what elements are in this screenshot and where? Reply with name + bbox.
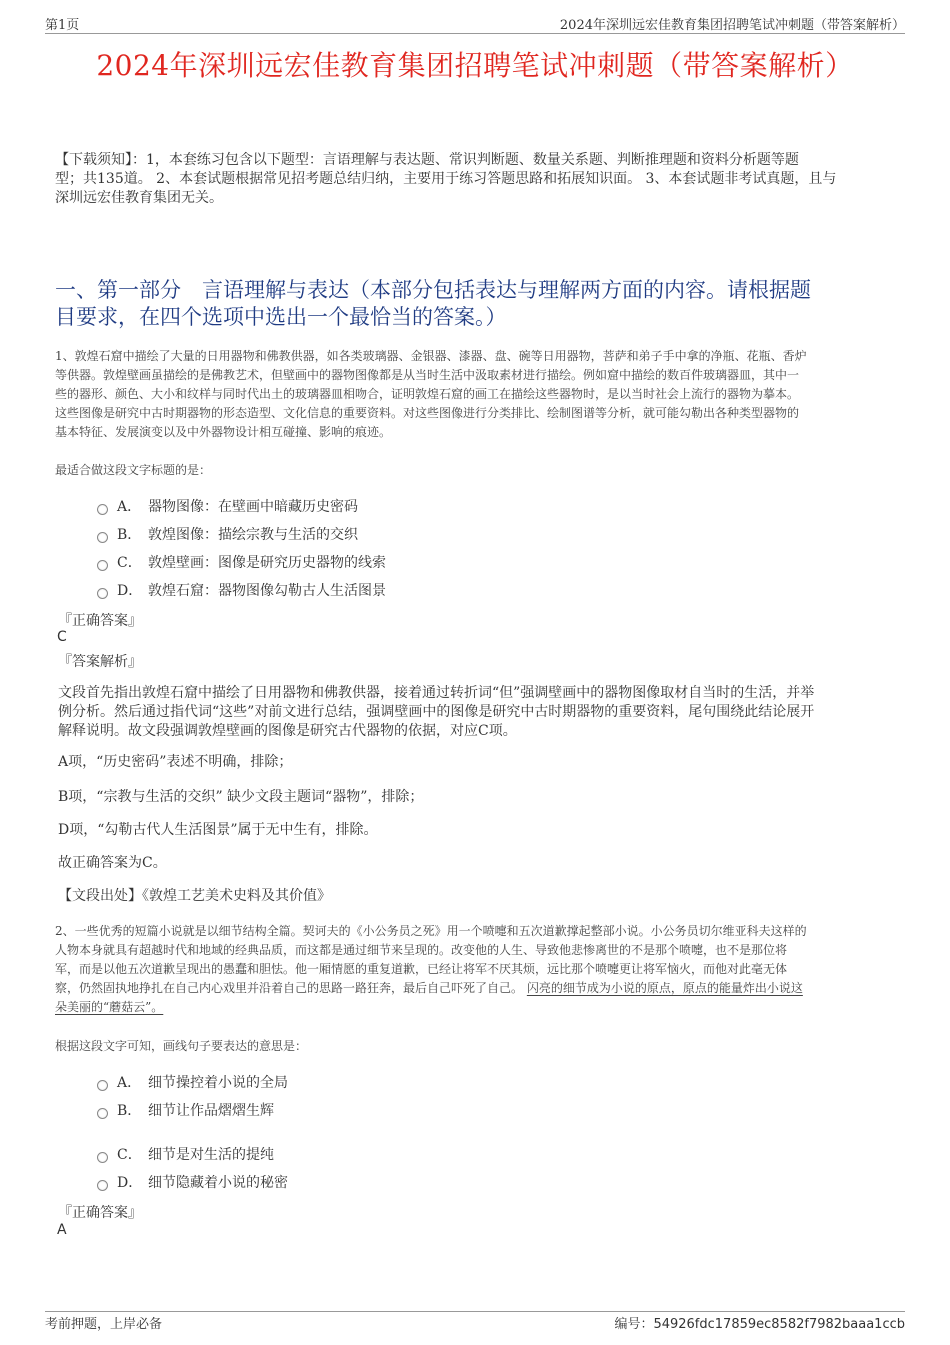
analysis-a: A项，“历史密码”表述不明确，排除； — [58, 754, 293, 770]
radio-icon[interactable] — [97, 532, 108, 543]
notice-line: 【下载须知】：1，本套练习包含以下题型：言语理解与表达题、常识判断题、数量关系题、判断推理题和资料分析题等题 — [55, 152, 799, 168]
passage-source: 【文段出处】《敦煌工艺美术史料及其价值》 — [58, 888, 331, 904]
page-title: 2024年深圳远宏佳教育集团招聘笔试冲刺题（带答案解析） — [96, 49, 854, 82]
q1-option-d[interactable]: D． 敦煌石窟：器物图像勾勒古人生活图景 — [97, 580, 386, 600]
q1-option-a[interactable]: A． 器物图像：在壁画中暗藏历史密码 — [97, 496, 358, 516]
question-1-stem: 1、敦煌石窟中描绘了大量的日用器物和佛教供器，如各类玻璃器、金银器、漆器、盘、碗等日用器物，菩萨和弟子手中拿的净瓶、花瓶、香炉 等供器。敦煌壁画虽描绘的是佛教艺术，但壁画中的器物图像都是从当时生活中汲取素材进行描绘。例如窟中描绘的数百件玻璃器皿，其中一 些的器形、颜色、大小和纹样与同时代出土的玻璃器皿相吻合，证明敦煌石窟的画工在描绘这些器物时，是以当时社会上流行的器物为摹本。 这些图像是研究中古时期器物的形态造型、文化信息的重要资料。对这些图像进行分类排比、绘制图谱等分析，就可能勾勒出各种类型器物的 基本特征、发展演变以及中外器物设计相互碰撞、影响的痕迹。 — [55, 349, 807, 439]
correct-answer: C — [57, 629, 67, 645]
download-notice — [55, 151, 905, 208]
analysis-b: B项，“宗教与生活的交织” 缺少文段主题词“器物”，排除； — [58, 789, 424, 805]
footer-divider — [45, 1311, 905, 1312]
radio-icon[interactable] — [97, 1152, 108, 1163]
q1-option-c[interactable]: C． 敦煌壁画：图像是研究历史器物的线索 — [97, 552, 386, 572]
q2-option-d[interactable]: D． 细节隐藏着小说的秘密 — [97, 1172, 288, 1192]
footer-slogan: 考前押题，上岸必备 — [45, 1317, 163, 1332]
analysis-d: D项，“勾勒古代人生活图景”属于无中生有，排除。 — [58, 822, 378, 838]
analysis-label: 『答案解析』 — [58, 654, 142, 670]
q2-option-c[interactable]: C． 细节是对生活的提纯 — [97, 1144, 274, 1164]
notice-line: 深圳远宏佳教育集团无关。 — [55, 190, 223, 206]
radio-icon[interactable] — [97, 560, 108, 571]
radio-icon[interactable] — [97, 1080, 108, 1091]
question-1-prompt: 最适合做这段文字标题的是： — [55, 463, 212, 477]
q1-option-b[interactable]: B． 敦煌图像：描绘宗教与生活的交织 — [97, 524, 358, 544]
header-divider — [45, 33, 905, 34]
question-2-stem: 2、一些优秀的短篇小说就是以细节结构全篇。契诃夫的《小公务员之死》用一个喷嚏和五次道歉撑起整部小说。小公务员切尔维亚科夫这样的 人物本身就具有超越时代和地域的经典品质，而这都是通过细节来呈现的。改变他的人生、导致他悲惨离世的不是那个喷嚏，也不是那位将 军，而是以他五次道歉呈现出的愚蠢和胆怯。他一厢情愿的重复道歉，已经让将军不厌其烦，远比那个喷嚏更让将军恼火，而他对此毫无体 察，仍然固执地挣扎在自己内心戏里并沿着自己的思路一路狂奔，最后自己吓死了自己。 闪亮的细节成为小说的原点，原点的能量炸出小说这 朵美丽的“蘑菇云”。 — [55, 924, 807, 1014]
analysis-text: 文段首先指出敦煌石窟中描绘了日用器物和佛教供器，接着通过转折词“但”强调壁画中的器物图像取材自当时的生活，并举 例分析。然后通过指代词“这些”对前文进行总结，强调壁画中的图像是研究中古时期器物的重要资料，尾句围绕此结论展开 解释说明。故文段强调敦煌壁画的图像是研究古代器物的依据，对应C项。 — [58, 685, 815, 739]
correct-answer-label: 『正确答案』 — [58, 1205, 142, 1221]
analysis-conclusion: 故正确答案为C。 — [58, 855, 167, 871]
header-doc-title: 2024年深圳远宏佳教育集团招聘笔试冲刺题（带答案解析） — [559, 18, 905, 33]
section-heading: 一、第一部分 言语理解与表达（本部分包括表达与理解两方面的内容。请根据题 目要求，在四个选项中选出一个最恰当的答案。） — [55, 278, 811, 329]
correct-answer-label: 『正确答案』 — [58, 613, 142, 629]
notice-line: 型；共135道。 2、本套试题根据常见招考题总结归纳，主要用于练习答题思路和拓展知识面。 3、本套试题非考试真题，且与 — [55, 171, 837, 187]
radio-icon[interactable] — [97, 1180, 108, 1191]
q2-option-a[interactable]: A． 细节操控着小说的全局 — [97, 1072, 288, 1092]
correct-answer: A — [57, 1222, 67, 1238]
footer-code: 编号：54926fdc17859ec8582f7982baaa1ccb — [614, 1317, 905, 1332]
radio-icon[interactable] — [97, 588, 108, 599]
q2-option-b[interactable]: B． 细节让作品熠熠生辉 — [97, 1100, 274, 1120]
page-number: 第1页 — [45, 18, 80, 33]
underlined-sentence: 闪亮的细节成为小说的原点，原点的能量炸出小说这 — [526, 981, 803, 995]
question-2-prompt: 根据这段文字可知，画线句子要表达的意思是： — [55, 1039, 308, 1053]
radio-icon[interactable] — [97, 504, 108, 515]
underlined-sentence-cont: 朵美丽的“蘑菇云”。 — [55, 1000, 164, 1014]
radio-icon[interactable] — [97, 1108, 108, 1119]
